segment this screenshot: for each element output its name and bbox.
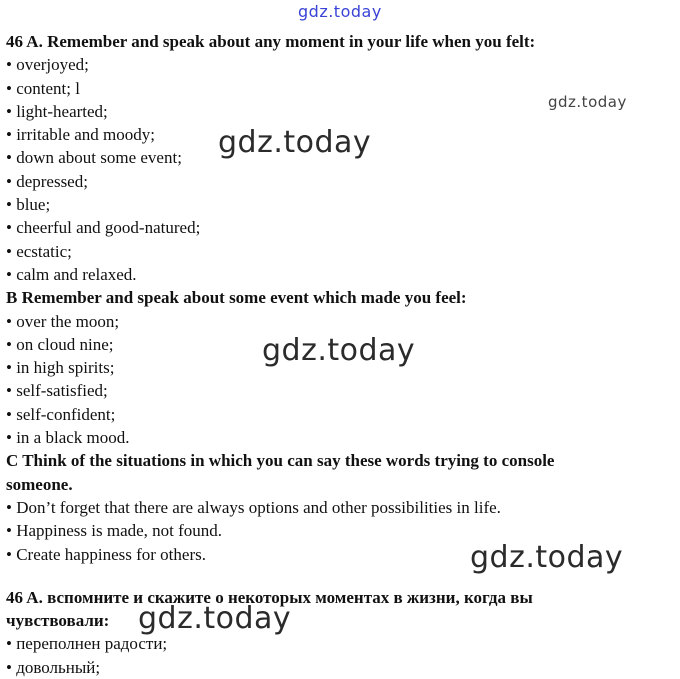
bullet-line: • light-hearted; — [6, 101, 108, 121]
heading-line: B Remember and speak about some event which made you feel: — [6, 288, 467, 308]
bullet-line: • down about some event; — [6, 148, 182, 168]
bullet-line: • переполнен радости; — [6, 634, 168, 654]
heading-line: чувствовали: — [6, 611, 110, 631]
heading-line: 46 A. Remember and speak about any moment in your life when you felt: — [6, 32, 536, 51]
bullet-line: • on cloud nine; — [6, 334, 114, 354]
bullet-line: • depressed; — [6, 171, 88, 191]
heading-line: C Think of the situations in which you can say these words trying to console — [6, 451, 555, 471]
watermark-1: gdz.today — [218, 125, 372, 160]
bullet-line: • self-confident; — [6, 404, 116, 424]
bullet-line: • cheerful and good-natured; — [6, 218, 201, 238]
bullet-line: • Create happiness for others. — [6, 544, 206, 564]
bullet-line: • self-satisfied; — [6, 381, 108, 401]
bullet-line: • Happiness is made, not found. — [6, 521, 223, 541]
bullet-line: • довольный; — [6, 657, 101, 677]
heading-line: 46 A. вспомните и скажите о некоторых моментах в жизни, когда вы — [6, 587, 533, 607]
watermark-right: gdz.today — [548, 93, 627, 111]
bullet-line: • irritable and moody; — [6, 125, 155, 145]
bullet-line: • over the moon; — [6, 311, 120, 331]
bullet-line: • in high spirits; — [6, 358, 115, 378]
bullet-line: • Don’t forget that there are always options and other possibilities in life. — [6, 497, 501, 517]
heading-line: someone. — [6, 474, 73, 494]
watermark-top: gdz.today — [298, 2, 382, 21]
watermark-3: gdz.today — [470, 540, 624, 575]
bullet-line: • blue; — [6, 195, 51, 215]
bullet-line: • in a black mood. — [6, 428, 130, 448]
bullet-line: • calm and relaxed. — [6, 264, 137, 284]
bullet-line: • overjoyed; — [6, 55, 89, 75]
bullet-line: • ecstatic; — [6, 241, 72, 261]
watermark-2: gdz.today — [262, 333, 416, 368]
watermark-4: gdz.today — [138, 601, 292, 636]
bullet-line: • content; l — [6, 78, 80, 98]
